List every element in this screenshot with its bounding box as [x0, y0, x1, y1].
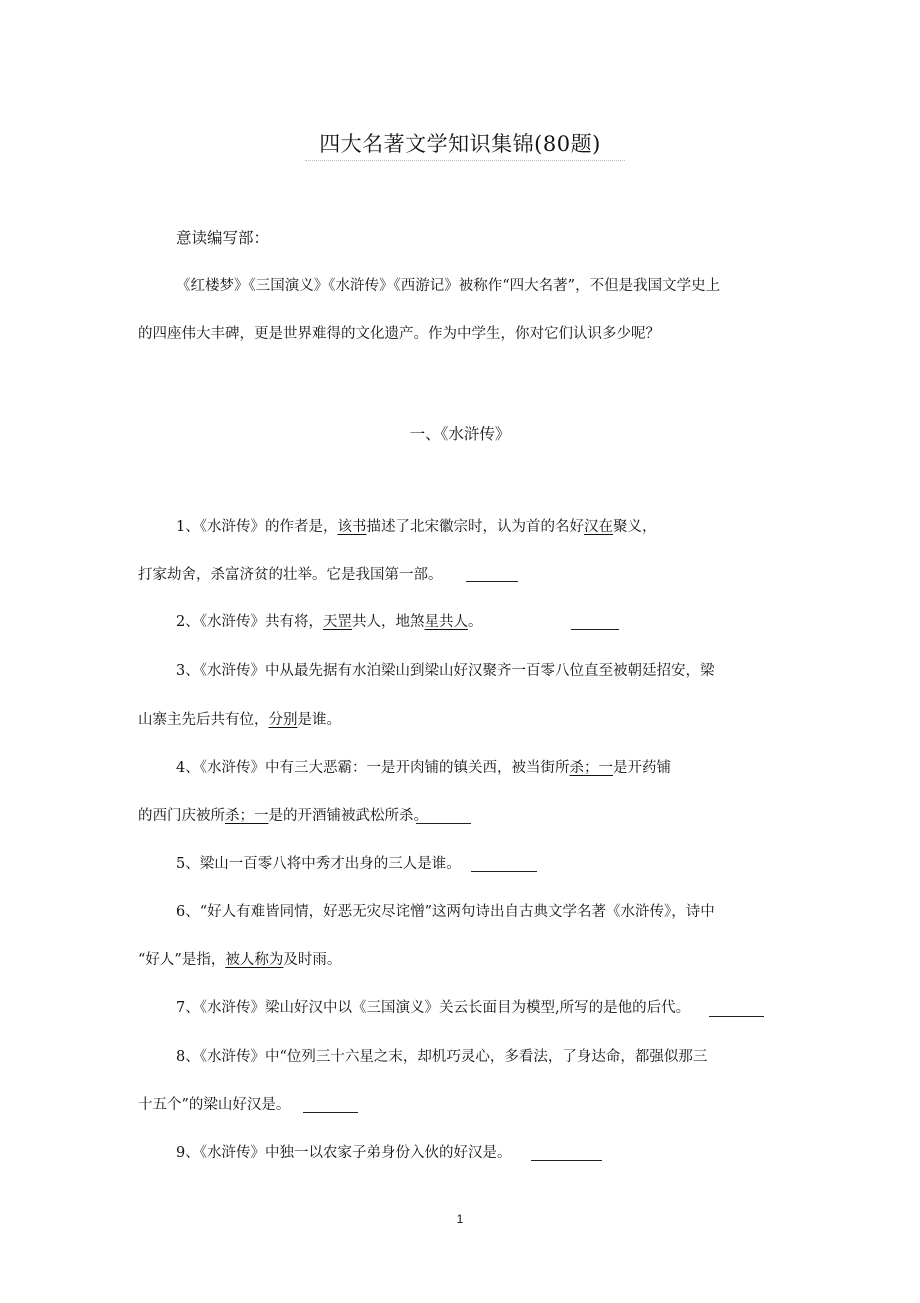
- q2-answer-blank[interactable]: [571, 629, 619, 630]
- q9-answer-blank[interactable]: [531, 1160, 602, 1161]
- question-8-line-1: 8、《水浒传》中“位列三十六星之末，却机巧灵心，多看法，了身达命，都强似那三: [176, 1049, 708, 1065]
- intro-line-2: 的四座伟大丰碑，更是世界难得的文化遗产。作为中学生，你对它们认识多少呢？: [138, 326, 660, 342]
- intro-line-1: 《红楼梦》《三国演义》《水浒传》《西游记》被称作“四大名著”，不但是我国文学史上: [176, 278, 721, 294]
- question-4-line-2: [138, 806, 428, 826]
- q5-answer-blank[interactable]: [471, 871, 537, 872]
- q1-text-a: 1、《水浒传》的作者是，: [176, 519, 338, 535]
- q2-text-a: 2、《水浒传》共有将，: [176, 614, 323, 630]
- q2-underlined-2: 星共人: [424, 614, 468, 630]
- question-8-line-2: 十五个”的梁山好汉是。: [138, 1097, 291, 1113]
- question-4-line-1: [176, 758, 671, 778]
- question-1-line-1: [176, 517, 656, 537]
- q3-text-c: 是谁。: [297, 712, 341, 728]
- q4-underlined-2: 杀；一: [225, 808, 269, 824]
- q7-answer-blank[interactable]: [709, 1016, 764, 1017]
- question-3-line-1: 3、《水浒传》中从最先据有水泊梁山到梁山好汉聚齐一百零八位直至被朝廷招安，梁: [176, 663, 715, 679]
- q4-text-d: 的西门庆被所: [138, 808, 225, 824]
- q1-underlined-1: 该书: [337, 519, 367, 535]
- q1-underlined-2: 汉在: [583, 519, 613, 535]
- question-6-line-2: [138, 950, 341, 970]
- q4-answer-blank[interactable]: [416, 823, 471, 824]
- q6-text-a: “好人”是指，: [138, 952, 226, 968]
- q2-text-e: 。: [467, 614, 483, 630]
- section-heading: 一、《水浒传》: [409, 425, 511, 443]
- q3-text-a: 山寨主先后共有位，: [138, 712, 269, 728]
- q6-text-c: 及时雨。: [283, 952, 342, 968]
- question-3-line-2: [138, 710, 341, 730]
- question-7: 7、《水浒传》梁山好汉中以《三国演义》关云长面目为模型,所写的是他的后代。: [176, 1000, 691, 1016]
- page-number: 1: [456, 1212, 464, 1226]
- q1-text-c: 描述了北宋徽宗时，认为首的名好: [366, 519, 584, 535]
- q4-underlined-1: 杀；一: [569, 760, 613, 776]
- q4-text-c: 是开药铺: [612, 760, 671, 776]
- q2-underlined-1: 天罡: [322, 614, 352, 630]
- question-6-line-1: 6、“好人有难皆同情，好恶无灾尽诧憎”这两句诗出自古典文学名著《水浒传》，诗中: [176, 904, 715, 920]
- q4-text-a: 4、《水浒传》中有三大恶霸：一是开肉铺的镇关西，被当街所: [176, 760, 570, 776]
- question-9: 9、《水浒传》中独一以农家子弟身份入伙的好汉是。: [176, 1145, 512, 1161]
- question-2: [176, 612, 482, 632]
- q3-underlined: 分别: [268, 712, 298, 728]
- question-1-line-2: 打家劫舍，杀富济贫的壮举。它是我国第一部。: [138, 567, 443, 583]
- q8-answer-blank[interactable]: [303, 1112, 358, 1113]
- q4-text-f: 是的开酒铺被武松所杀。: [268, 808, 428, 824]
- page-title: 四大名著文学知识集锦(80题): [319, 132, 601, 156]
- q1-answer-blank[interactable]: [466, 581, 518, 582]
- section-label: 意读编写部：: [176, 229, 270, 247]
- title-divider: [305, 160, 625, 161]
- q6-underlined: 被人称为: [225, 952, 284, 968]
- q1-text-e: 聚义，: [612, 519, 657, 535]
- question-5: 5、梁山一百零八将中秀才出身的三人是谁。: [176, 856, 461, 872]
- q2-text-c: 共人，地煞: [351, 614, 425, 630]
